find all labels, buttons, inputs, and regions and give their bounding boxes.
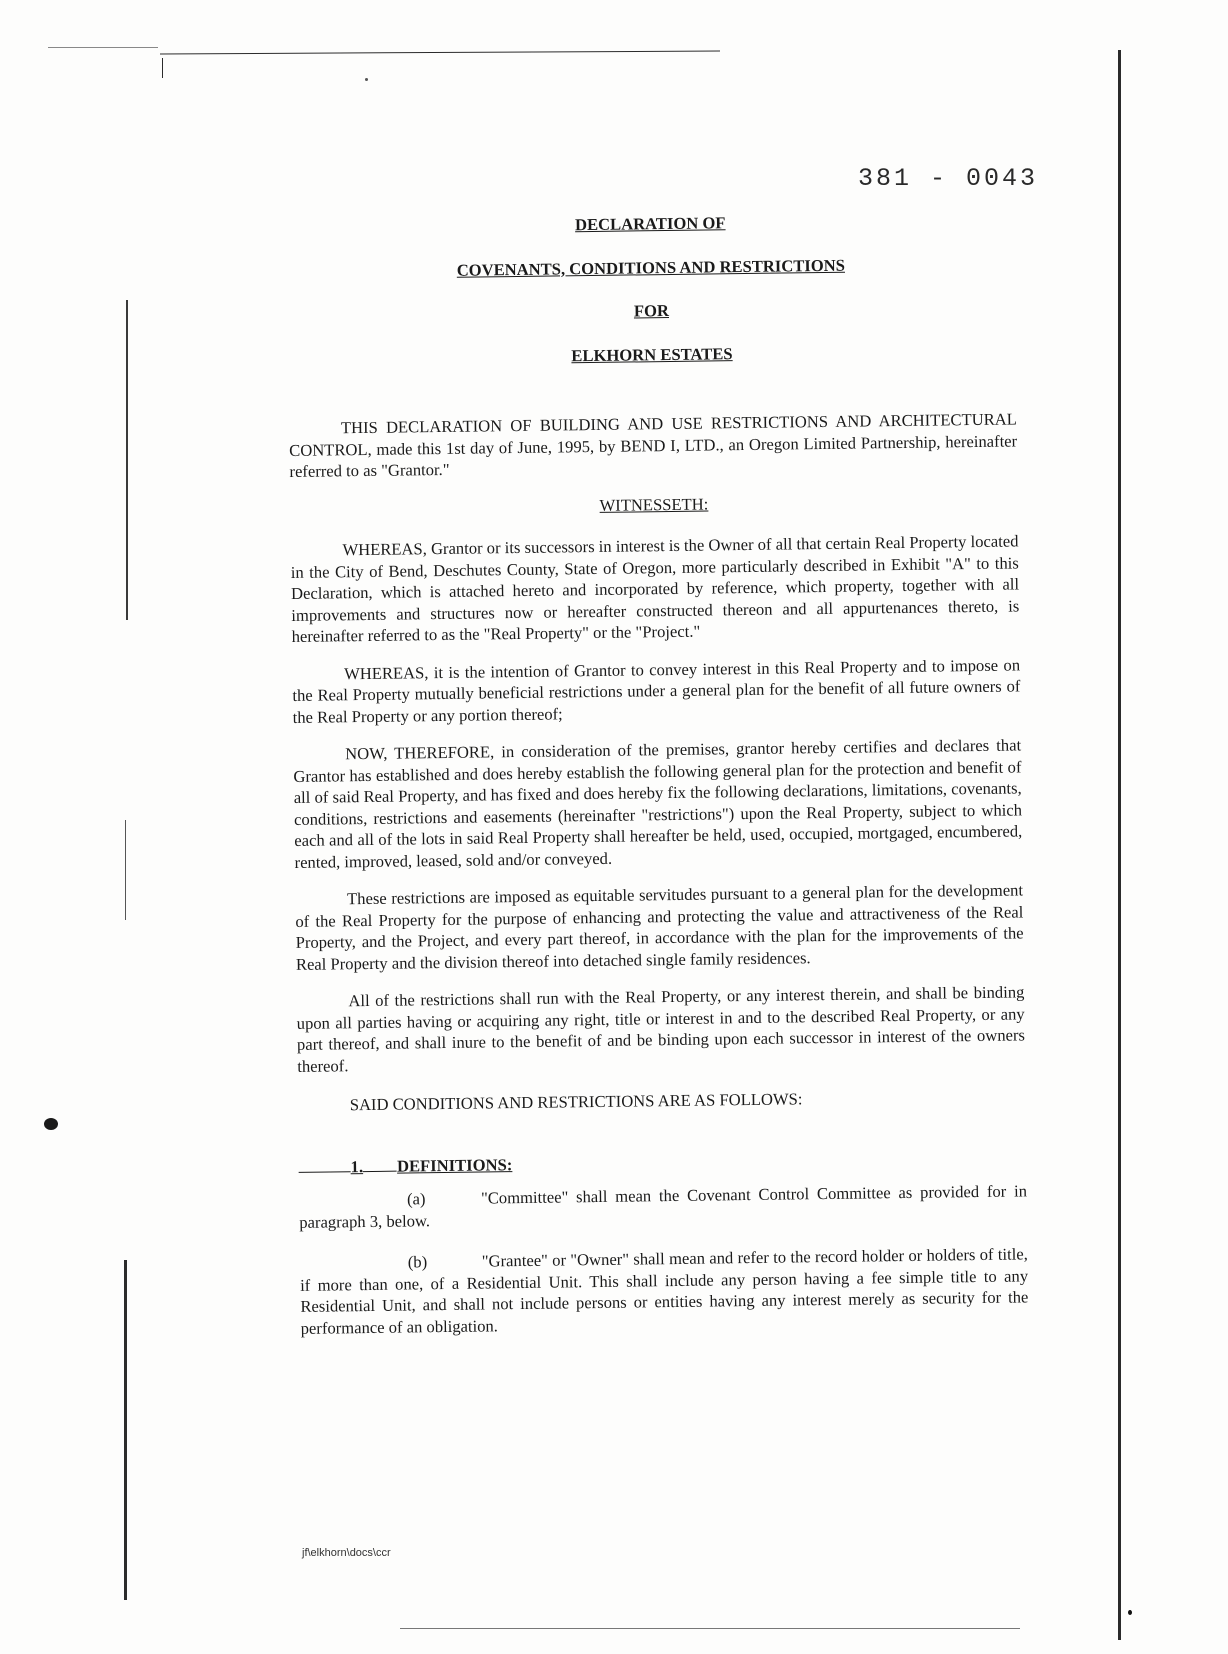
section-1-heading (298, 1147, 1026, 1178)
definition-label: (b) (407, 1252, 428, 1272)
title-line-2: COVENANTS, CONDITIONS AND RESTRICTIONS (456, 255, 846, 280)
heading-leader-rule (299, 1171, 351, 1173)
section-title: DEFINITIONS: (396, 1154, 513, 1176)
left-binding-line-lower (124, 1260, 127, 1600)
definition-b (300, 1243, 1029, 1339)
whereas-paragraph-1: WHEREAS, Grantor or its successors in interest is the Owner of all that certain Real Property located in the City of Bend, Deschutes County, State of Oregon, more particularly described in Exhibit "A" to this Declaration, which is attached hereto and incorporated by reference, which property, together with all improvements and structures now or hereafter constructed thereon and all appurtenances thereto, is hereinafter referred to as the "Real Property" or the "Project." (290, 531, 1020, 646)
whereas-paragraph-2: WHEREAS, it is the intention of Grantor to convey interest in this Real Property and to impose on the Real Property mutually beneficial restrictions under a general plan for the benefit of all future owners of the Real Property or any portion thereof; (292, 654, 1021, 727)
intro-paragraph: THIS DECLARATION OF BUILDING AND USE RESTRICTIONS AND ARCHITECTURAL CONTROL, made this 1st day of June, 1995, by BEND I, LTD., an Oregon Limited Partnership, hereinafter referred to as "Grantor." (289, 409, 1018, 481)
top-scan-edge-left (48, 47, 158, 48)
witnesseth-heading: WITNESSETH: (599, 493, 709, 515)
now-therefore-paragraph: NOW, THEREFORE, in consideration of the premises, grantor hereby certifies and declares that Grantor has established and does hereby establish the following general plan for the protection and benefit of all of said Real Property, and has fixed and does hereby fix the following declarations, limitations, covenants, conditions, restrictions and easements (hereinafter "restrictions") upon the Real Property, subject to which each and all of the lots in said Real Property shall hereafter be held, used, occupied, mortgaged, encumbered, rented, improved, leased, sold and/or conveyed. (293, 735, 1023, 872)
title-line-4: ELKHORN ESTATES (571, 343, 733, 365)
document-number: 381 - 0043 (858, 164, 1039, 193)
scan-speck (1128, 1610, 1132, 1615)
scan-blot (44, 1118, 58, 1130)
left-binding-line-upper (126, 300, 128, 620)
scan-speck (365, 78, 368, 81)
title-line-1: DECLARATION OF (574, 213, 726, 235)
definition-a (299, 1180, 1028, 1233)
said-conditions-line: SAID CONDITIONS AND RESTRICTIONS ARE AS FOLLOWS: (349, 1089, 803, 1115)
top-scan-edge (160, 51, 720, 55)
bottom-scan-edge (400, 1628, 1020, 1629)
footer-file-path: jf\elkhorn\docs\ccr (302, 1547, 391, 1559)
definition-text: "Committee" shall mean the Covenant Control Committee as provided for in paragraph 3, below. (299, 1181, 1028, 1232)
definition-label: (a) (406, 1189, 426, 1209)
restrictions-paragraph: These restrictions are imposed as equitable servitudes pursuant to a general plan for the development of the Real Property for the purpose of enhancing and protecting the value and attractiveness of the Real Property, and the Project, and every part thereof, in accordance with the plan for the improvements of the Real Property and the division thereof into detached single family residences. (295, 880, 1024, 974)
right-binding-line (1118, 50, 1121, 1640)
document-body (286, 196, 1029, 1338)
left-binding-line-mid (125, 820, 126, 920)
section-number: 1. (350, 1156, 364, 1176)
definition-text: "Grantee" or "Owner" shall mean and refer to the record holder or holders of title, if more than one, of a Residential Unit. This shall include any person having a fee simple title to any Residential Unit, and shall not include persons or entities having any interest merely as security for the performance of an obligation. (299, 1244, 1029, 1338)
run-with-property-paragraph: All of the restrictions shall run with the Real Property, or any interest therein, and shall be binding upon all parties having or acquiring any right, title or interest in and to the described Real Property, or any part thereof, and shall inure to the benefit of and be binding upon each successor in interest of the owners thereof. (296, 982, 1026, 1076)
left-margin-tick (162, 58, 163, 78)
heading-gap-rule (363, 1170, 397, 1171)
title-line-3: FOR (633, 300, 670, 321)
